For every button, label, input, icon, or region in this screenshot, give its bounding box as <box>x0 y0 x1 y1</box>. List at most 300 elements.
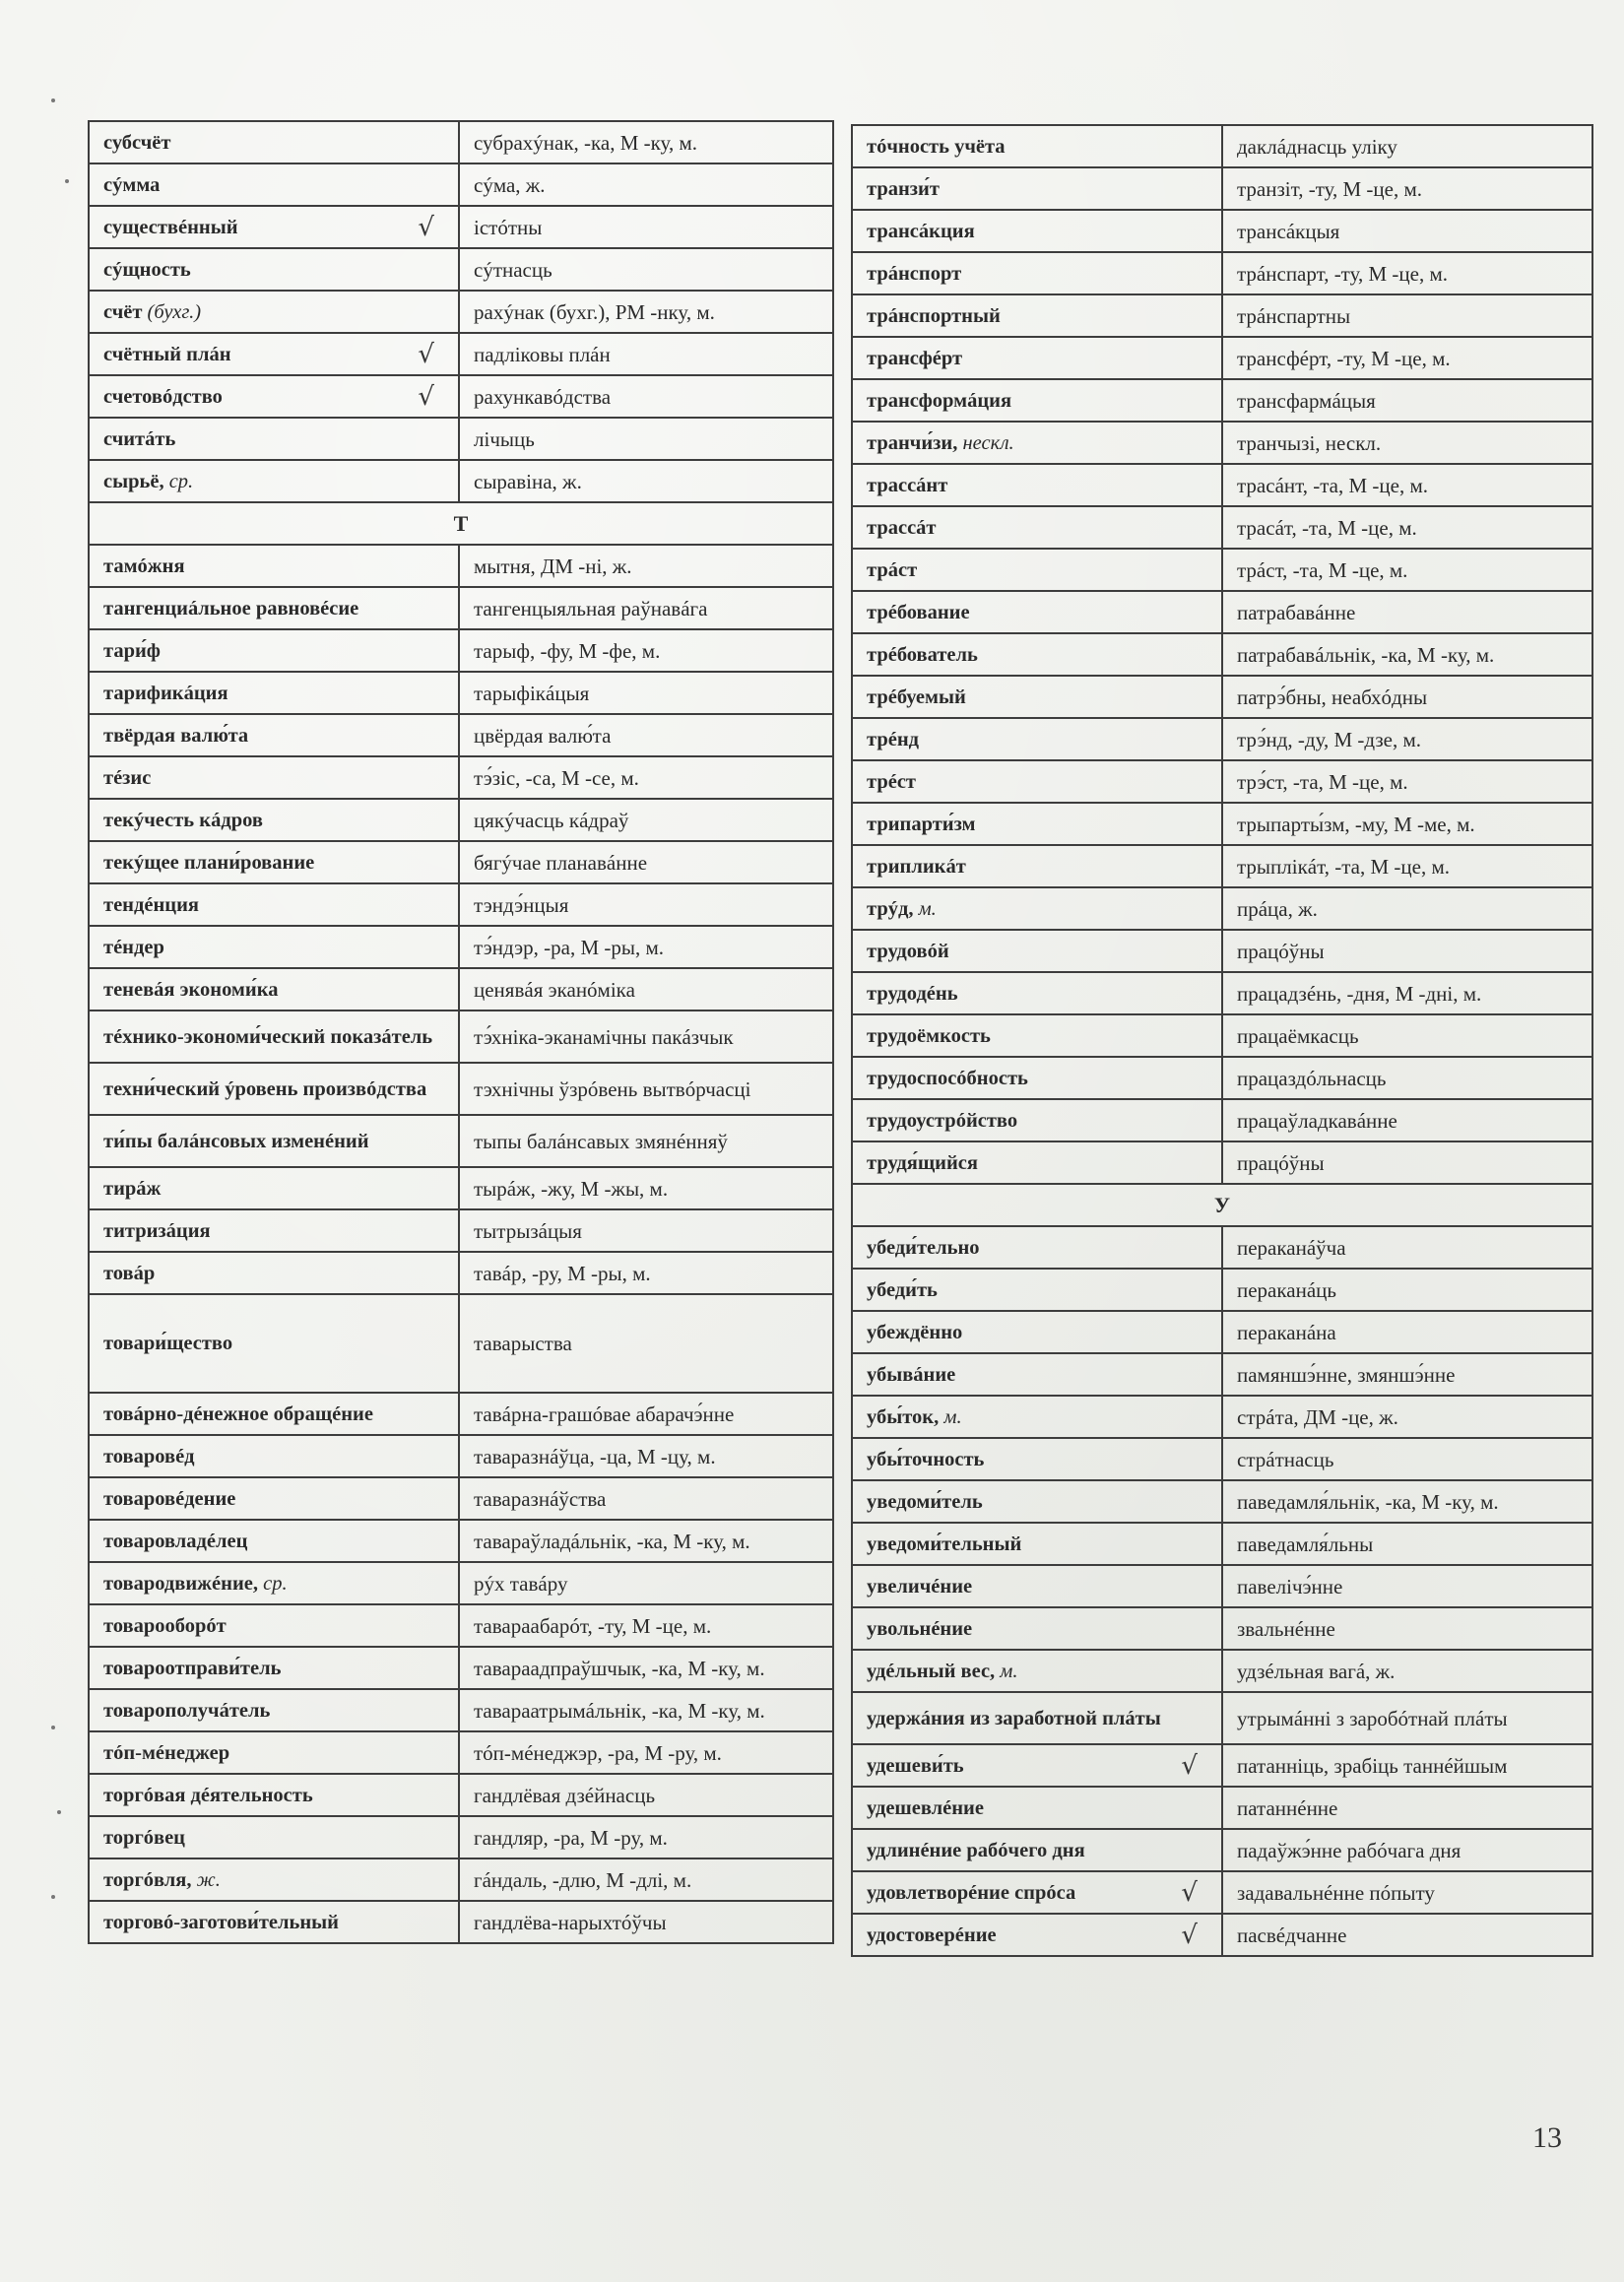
russian-term-wrap <box>103 1130 444 1153</box>
russian-term-cell <box>89 756 459 799</box>
russian-term-cell <box>89 1167 459 1209</box>
russian-term-wrap <box>103 1572 444 1596</box>
dictionary-row <box>852 464 1592 506</box>
russian-term-wrap <box>867 1617 1207 1641</box>
russian-term-cell <box>89 883 459 926</box>
belarusian-translation: прáца, ж. <box>1222 887 1592 930</box>
dictionary-row <box>89 1562 833 1604</box>
belarusian-translation: тарыф, -фу, М -фе, м. <box>459 629 833 672</box>
dictionary-row <box>89 1252 833 1294</box>
russian-term-cell <box>852 803 1222 845</box>
grammar-note: м. <box>918 897 937 920</box>
russian-term-cell <box>89 545 459 587</box>
russian-term-wrap <box>867 1660 1207 1683</box>
dictionary-row <box>852 1692 1592 1744</box>
belarusian-translation: патрэ́бны, неабхóдны <box>1222 676 1592 718</box>
russian-term: транчи́зи, <box>867 431 958 454</box>
russian-term: сýмма <box>103 173 161 196</box>
russian-term: уведоми́тель <box>867 1490 983 1513</box>
section-header-row <box>852 1184 1592 1226</box>
russian-term: трассáнт <box>867 474 948 496</box>
dictionary-row <box>852 1141 1592 1184</box>
russian-term-cell <box>852 1692 1222 1744</box>
russian-term-cell <box>852 676 1222 718</box>
russian-term-cell <box>852 1014 1222 1057</box>
russian-term-wrap <box>867 982 1207 1006</box>
dictionary-row <box>89 1520 833 1562</box>
dictionary-row <box>89 206 833 248</box>
dictionary-row <box>852 1311 1592 1353</box>
belarusian-translation: працаёмкасць <box>1222 1014 1592 1057</box>
dictionary-row <box>852 1523 1592 1565</box>
dictionary-row <box>89 672 833 714</box>
belarusian-translation: транзіт, -ту, М -це, м. <box>1222 167 1592 210</box>
russian-term: тéхнико-экономи́ческий показáтель <box>103 1025 433 1048</box>
dictionary-row <box>852 125 1592 167</box>
russian-term-cell <box>89 1252 459 1294</box>
russian-term-wrap <box>103 1741 444 1765</box>
russian-term-wrap <box>103 893 444 917</box>
belarusian-translation: працаздóльнасць <box>1222 1057 1592 1099</box>
dictionary-row <box>852 633 1592 676</box>
russian-term-cell <box>89 841 459 883</box>
dictionary-row <box>852 972 1592 1014</box>
scan-speck <box>65 179 69 183</box>
belarusian-translation: трáнспартны <box>1222 294 1592 337</box>
russian-term-cell <box>89 1689 459 1731</box>
russian-term-wrap <box>103 1402 444 1426</box>
russian-term-wrap <box>103 554 444 578</box>
russian-term: субсчёт <box>103 131 171 154</box>
russian-term-cell <box>89 1647 459 1689</box>
russian-term-cell <box>89 799 459 841</box>
handwritten-check-icon: √ <box>418 381 434 412</box>
belarusian-translation: стрáтнасць <box>1222 1438 1592 1480</box>
russian-term: удлинéние рабóчего дня <box>867 1839 1085 1861</box>
russian-term-cell <box>852 1607 1222 1650</box>
dictionary-row <box>852 379 1592 422</box>
dictionary-row <box>852 887 1592 930</box>
russian-term: товароотправи́тель <box>103 1657 282 1679</box>
russian-term: увеличéние <box>867 1575 973 1597</box>
belarusian-translation: таваразнáўства <box>459 1477 833 1520</box>
dictionary-row <box>89 375 833 418</box>
russian-term-wrap <box>103 1262 444 1285</box>
handwritten-check-icon: √ <box>1181 1750 1198 1781</box>
belarusian-translation: рахýнак (бухг.), РМ -нку, м. <box>459 291 833 333</box>
russian-term-cell <box>89 714 459 756</box>
russian-term-cell <box>852 337 1222 379</box>
russian-term: увольнéние <box>867 1617 973 1640</box>
russian-term-wrap <box>103 1177 444 1201</box>
belarusian-translation: цвёрдая валю́та <box>459 714 833 756</box>
russian-term-wrap <box>103 851 444 875</box>
russian-term: трудодéнь <box>867 982 958 1005</box>
russian-term: трéст <box>867 770 916 793</box>
russian-term-cell <box>852 379 1222 422</box>
handwritten-check-icon: √ <box>418 212 434 242</box>
belarusian-translation: тавараўладáльнік, -ка, М -ку, м. <box>459 1520 833 1562</box>
belarusian-translation: трáнспарт, -ту, М -це, м. <box>1222 252 1592 294</box>
russian-term-cell <box>852 633 1222 676</box>
russian-term-cell <box>89 1115 459 1167</box>
russian-term: сýщность <box>103 258 191 281</box>
grammar-note: ср. <box>168 470 194 492</box>
belarusian-translation: бягýчае планавáнне <box>459 841 833 883</box>
russian-term-cell <box>852 506 1222 549</box>
russian-term-wrap <box>103 809 444 832</box>
russian-term: удовлетворéние спрóса <box>867 1881 1076 1904</box>
belarusian-translation: павелічэ́нне <box>1222 1565 1592 1607</box>
belarusian-translation: рýх тавáру <box>459 1562 833 1604</box>
russian-term-wrap <box>103 1530 444 1553</box>
belarusian-translation: тыпы балáнсавых змянéнняў <box>459 1115 833 1167</box>
russian-term: трудовóй <box>867 940 949 962</box>
russian-term: трáст <box>867 558 918 581</box>
belarusian-translation: памяншэ́нне, змяншэ́нне <box>1222 1353 1592 1396</box>
russian-term-cell <box>852 1523 1222 1565</box>
russian-term-cell <box>852 1311 1222 1353</box>
russian-term-cell <box>852 1057 1222 1099</box>
russian-term: торговó-заготови́тельный <box>103 1911 339 1933</box>
russian-term: тирáж <box>103 1177 162 1200</box>
russian-term-cell <box>89 1393 459 1435</box>
russian-term-cell <box>852 1480 1222 1523</box>
page-number: 13 <box>1532 2121 1562 2154</box>
belarusian-translation: пераканáўча <box>1222 1226 1592 1269</box>
belarusian-translation: трáст, -та, М -це, м. <box>1222 549 1592 591</box>
russian-term: убеди́тельно <box>867 1236 980 1259</box>
russian-term: товаровéд <box>103 1445 195 1467</box>
russian-term-wrap <box>867 643 1207 667</box>
handwritten-check-icon: √ <box>418 339 434 369</box>
belarusian-translation: гáндаль, -длю, М -длі, м. <box>459 1858 833 1901</box>
russian-term-cell <box>852 760 1222 803</box>
russian-term: товаровéдение <box>103 1487 236 1510</box>
russian-term-wrap <box>103 1445 444 1468</box>
scan-speck <box>51 1895 55 1899</box>
dictionary-row <box>89 418 833 460</box>
dictionary-row <box>89 1294 833 1393</box>
russian-term-wrap <box>867 855 1207 879</box>
russian-term-cell <box>89 1858 459 1901</box>
russian-term-wrap <box>867 135 1207 159</box>
russian-term-wrap <box>867 940 1207 963</box>
russian-term: удешевлéние <box>867 1796 984 1819</box>
russian-term-wrap <box>867 1877 1207 1908</box>
dictionary-row <box>89 926 833 968</box>
russian-term-cell <box>852 972 1222 1014</box>
belarusian-translation: падліковы плáн <box>459 333 833 375</box>
russian-term: товари́щество <box>103 1333 233 1354</box>
dictionary-row <box>89 1689 833 1731</box>
russian-term: тангенциáльное равновéсие <box>103 597 359 619</box>
dictionary-row <box>852 676 1592 718</box>
belarusian-translation: працóўны <box>1222 1141 1592 1184</box>
belarusian-translation: трансфармáцыя <box>1222 379 1592 422</box>
belarusian-translation: паведамля́льны <box>1222 1523 1592 1565</box>
russian-term-wrap <box>867 1067 1207 1090</box>
russian-term-cell <box>89 1209 459 1252</box>
dictionary-row <box>852 1480 1592 1523</box>
russian-term: счётный плáн <box>103 343 231 365</box>
russian-term-wrap <box>867 1321 1207 1344</box>
belarusian-translation: пераканáна <box>1222 1311 1592 1353</box>
belarusian-translation: задавальнéнне пóпыту <box>1222 1871 1592 1914</box>
dictionary-row <box>852 210 1592 252</box>
russian-term: тéзис <box>103 766 152 789</box>
russian-term-wrap <box>103 682 444 705</box>
russian-term-cell <box>89 968 459 1011</box>
russian-term: тамóжня <box>103 554 185 577</box>
belarusian-translation: тэ́ндэр, -ра, М -ры, м. <box>459 926 833 968</box>
belarusian-translation: тавáр, -ру, М -ры, м. <box>459 1252 833 1294</box>
russian-term-wrap <box>867 389 1207 413</box>
russian-term-wrap <box>103 381 444 412</box>
russian-term: торгóвая дéятельность <box>103 1784 313 1806</box>
dictionary-row <box>852 1871 1592 1914</box>
russian-term-cell <box>89 1063 459 1115</box>
russian-term: существéнный <box>103 216 238 238</box>
dictionary-row <box>89 1209 833 1252</box>
belarusian-translation: трыпарты́зм, -му, М -ме, м. <box>1222 803 1592 845</box>
russian-term-wrap <box>867 1278 1207 1302</box>
russian-term-wrap <box>867 897 1207 921</box>
belarusian-translation: трасáнт, -та, М -це, м. <box>1222 464 1592 506</box>
russian-term-cell <box>852 167 1222 210</box>
russian-term-wrap <box>867 770 1207 794</box>
belarusian-translation: тавараадпраўшчык, -ка, М -ку, м. <box>459 1647 833 1689</box>
russian-term-cell <box>89 1604 459 1647</box>
section-letter: Т <box>89 502 833 545</box>
russian-term-cell <box>852 1226 1222 1269</box>
russian-term: трансáкция <box>867 220 975 242</box>
dictionary-row <box>852 252 1592 294</box>
russian-term: торгóвец <box>103 1826 185 1849</box>
russian-term-wrap <box>867 1236 1207 1260</box>
belarusian-translation: мытня, ДМ -ні, ж. <box>459 545 833 587</box>
belarusian-translation: тарыфікáцыя <box>459 672 833 714</box>
dictionary-row <box>852 1438 1592 1480</box>
section-letter: У <box>852 1184 1592 1226</box>
belarusian-translation: рахункавóдства <box>459 375 833 418</box>
scan-speck <box>51 1726 55 1729</box>
belarusian-translation: патанніць, зрабіць таннéйшым <box>1222 1744 1592 1787</box>
russian-term-wrap <box>103 173 444 197</box>
dictionary-row <box>89 333 833 375</box>
dictionary-row <box>852 930 1592 972</box>
belarusian-translation: патрабавáльнік, -ка, М -ку, м. <box>1222 633 1592 676</box>
belarusian-translation: трасáт, -та, М -це, м. <box>1222 506 1592 549</box>
belarusian-translation: сýма, ж. <box>459 163 833 206</box>
belarusian-translation: сыравіна, ж. <box>459 460 833 502</box>
belarusian-translation: стрáта, ДМ -це, ж. <box>1222 1396 1592 1438</box>
dictionary-row <box>89 1774 833 1816</box>
russian-term-wrap <box>103 724 444 748</box>
russian-term: тендéнция <box>103 893 199 916</box>
russian-term-wrap <box>867 1109 1207 1133</box>
russian-term-wrap <box>867 601 1207 624</box>
russian-term-wrap <box>103 1826 444 1850</box>
russian-term: счетовóдство <box>103 385 223 408</box>
russian-term-cell <box>89 587 459 629</box>
russian-term-cell <box>852 1744 1222 1787</box>
russian-term-cell <box>89 248 459 291</box>
russian-term: трýд, <box>867 897 914 920</box>
belarusian-translation: гандлёва-нарыхтóўчы <box>459 1901 833 1943</box>
dictionary-row <box>852 1650 1592 1692</box>
russian-term-wrap <box>103 131 444 155</box>
russian-term-wrap <box>103 1868 444 1892</box>
dictionary-row <box>89 121 833 163</box>
russian-term-cell <box>89 121 459 163</box>
russian-term-wrap <box>103 597 444 620</box>
dictionary-row <box>89 756 833 799</box>
russian-term-wrap <box>103 1219 444 1243</box>
russian-term-cell <box>89 333 459 375</box>
dictionary-row <box>852 760 1592 803</box>
russian-term: тóчность учёта <box>867 135 1006 158</box>
russian-term-wrap <box>867 347 1207 370</box>
belarusian-translation: істóтны <box>459 206 833 248</box>
russian-term-wrap <box>103 258 444 282</box>
russian-term: трéбователь <box>867 643 978 666</box>
russian-term-cell <box>89 206 459 248</box>
grammar-note: м. <box>1000 1660 1018 1682</box>
russian-term: удéльный вес, <box>867 1660 996 1682</box>
russian-term: тéндер <box>103 936 164 958</box>
dictionary-row <box>89 1435 833 1477</box>
russian-term: теневáя экономи́ка <box>103 978 279 1001</box>
belarusian-translation: звальнéнне <box>1222 1607 1592 1650</box>
dictionary-row <box>89 248 833 291</box>
dictionary-row <box>89 163 833 206</box>
russian-term: трипарти́зм <box>867 813 976 835</box>
russian-term: трансфéрт <box>867 347 963 369</box>
russian-term: текýщее плани́рование <box>103 851 315 874</box>
russian-term-cell <box>852 1438 1222 1480</box>
russian-term-wrap <box>867 1796 1207 1820</box>
russian-term-wrap <box>867 728 1207 751</box>
belarusian-translation: працадзéнь, -дня, М -дні, м. <box>1222 972 1592 1014</box>
russian-term-cell <box>89 1816 459 1858</box>
russian-term: трудоёмкость <box>867 1024 991 1047</box>
russian-term-wrap <box>867 1490 1207 1514</box>
belarusian-translation: субрахýнак, -ка, М -ку, м. <box>459 121 833 163</box>
belarusian-translation: трэ́ст, -та, М -це, м. <box>1222 760 1592 803</box>
russian-term-wrap <box>867 262 1207 286</box>
russian-term-cell <box>89 1562 459 1604</box>
belarusian-translation: трэ́нд, -ду, М -дзе, м. <box>1222 718 1592 760</box>
belarusian-translation: таварыства <box>459 1294 833 1393</box>
russian-term-cell <box>852 718 1222 760</box>
dictionary-row <box>89 1011 833 1063</box>
russian-term: тарификáция <box>103 682 228 704</box>
dictionary-row <box>852 1829 1592 1871</box>
dictionary-row <box>89 1731 833 1774</box>
belarusian-translation: пасвéдчанне <box>1222 1914 1592 1956</box>
dictionary-table-left <box>88 120 834 1944</box>
belarusian-translation: ценявáя эканóміка <box>459 968 833 1011</box>
russian-term: трипликáт <box>867 855 966 878</box>
russian-term: удешеви́ть <box>867 1754 964 1777</box>
grammar-note: (бухг.) <box>147 300 202 323</box>
russian-term-wrap <box>103 339 444 369</box>
dictionary-row <box>89 1816 833 1858</box>
russian-term-wrap <box>867 1920 1207 1950</box>
belarusian-translation: тавáрна-грашóвае абарачэ́нне <box>459 1393 833 1435</box>
russian-term: товáрно-дéнежное обращéние <box>103 1402 373 1425</box>
russian-term-wrap <box>103 1657 444 1680</box>
russian-term-cell <box>852 930 1222 972</box>
dictionary-row <box>852 1744 1592 1787</box>
belarusian-translation: тытрызáцыя <box>459 1209 833 1252</box>
russian-term-cell <box>89 629 459 672</box>
russian-term-cell <box>89 418 459 460</box>
russian-term: транзи́т <box>867 177 940 200</box>
russian-term: считáть <box>103 427 176 450</box>
dictionary-row <box>852 1607 1592 1650</box>
dictionary-row <box>89 545 833 587</box>
belarusian-translation: тырáж, -жу, М -жы, м. <box>459 1167 833 1209</box>
dictionary-table-right <box>851 124 1593 1957</box>
belarusian-translation: пераканáць <box>1222 1269 1592 1311</box>
russian-term-cell <box>852 591 1222 633</box>
belarusian-translation: тэ́зіс, -са, М -се, м. <box>459 756 833 799</box>
dictionary-row <box>852 1269 1592 1311</box>
russian-term-cell <box>89 1294 459 1393</box>
russian-term: убеди́ть <box>867 1278 938 1301</box>
russian-term-wrap <box>867 474 1207 497</box>
dictionary-row <box>89 1604 833 1647</box>
dictionary-row <box>852 591 1592 633</box>
handwritten-check-icon: √ <box>1181 1877 1198 1908</box>
russian-term-wrap <box>867 1575 1207 1598</box>
russian-term-cell <box>852 1871 1222 1914</box>
russian-term-cell <box>852 549 1222 591</box>
russian-term-cell <box>89 163 459 206</box>
russian-term: удержáния из заработной плáты <box>867 1707 1161 1729</box>
russian-term: твёрдая валю́та <box>103 724 249 747</box>
russian-term: трудоспосóбность <box>867 1067 1028 1089</box>
russian-term-cell <box>852 294 1222 337</box>
russian-term: удостоверéние <box>867 1923 997 1946</box>
belarusian-translation: патаннéнне <box>1222 1787 1592 1829</box>
russian-term-wrap <box>867 558 1207 582</box>
dictionary-row <box>89 1477 833 1520</box>
belarusian-translation: лічыць <box>459 418 833 460</box>
belarusian-translation: цякýчасць кáдраў <box>459 799 833 841</box>
russian-term: тóп-мéнеджер <box>103 1741 230 1764</box>
russian-term: трудя́щийся <box>867 1151 978 1174</box>
russian-term-cell <box>852 1650 1222 1692</box>
russian-term-cell <box>852 1269 1222 1311</box>
russian-term: трéбуемый <box>867 685 966 708</box>
russian-term-wrap <box>867 1532 1207 1556</box>
dictionary-row <box>852 1565 1592 1607</box>
russian-term-wrap <box>103 470 444 493</box>
dictionary-row <box>852 1396 1592 1438</box>
belarusian-translation: тóп-мéнеджэр, -ра, М -ру, м. <box>459 1731 833 1774</box>
russian-term-cell <box>852 1396 1222 1438</box>
belarusian-translation: тавараатрымáльнік, -ка, М -ку, м. <box>459 1689 833 1731</box>
russian-term-cell <box>89 1477 459 1520</box>
dictionary-row <box>89 1647 833 1689</box>
handwritten-check-icon: √ <box>1181 1920 1198 1950</box>
russian-term: трансформáция <box>867 389 1012 412</box>
russian-term: трáнспорт <box>867 262 962 285</box>
russian-term: товаровладéлец <box>103 1530 248 1552</box>
